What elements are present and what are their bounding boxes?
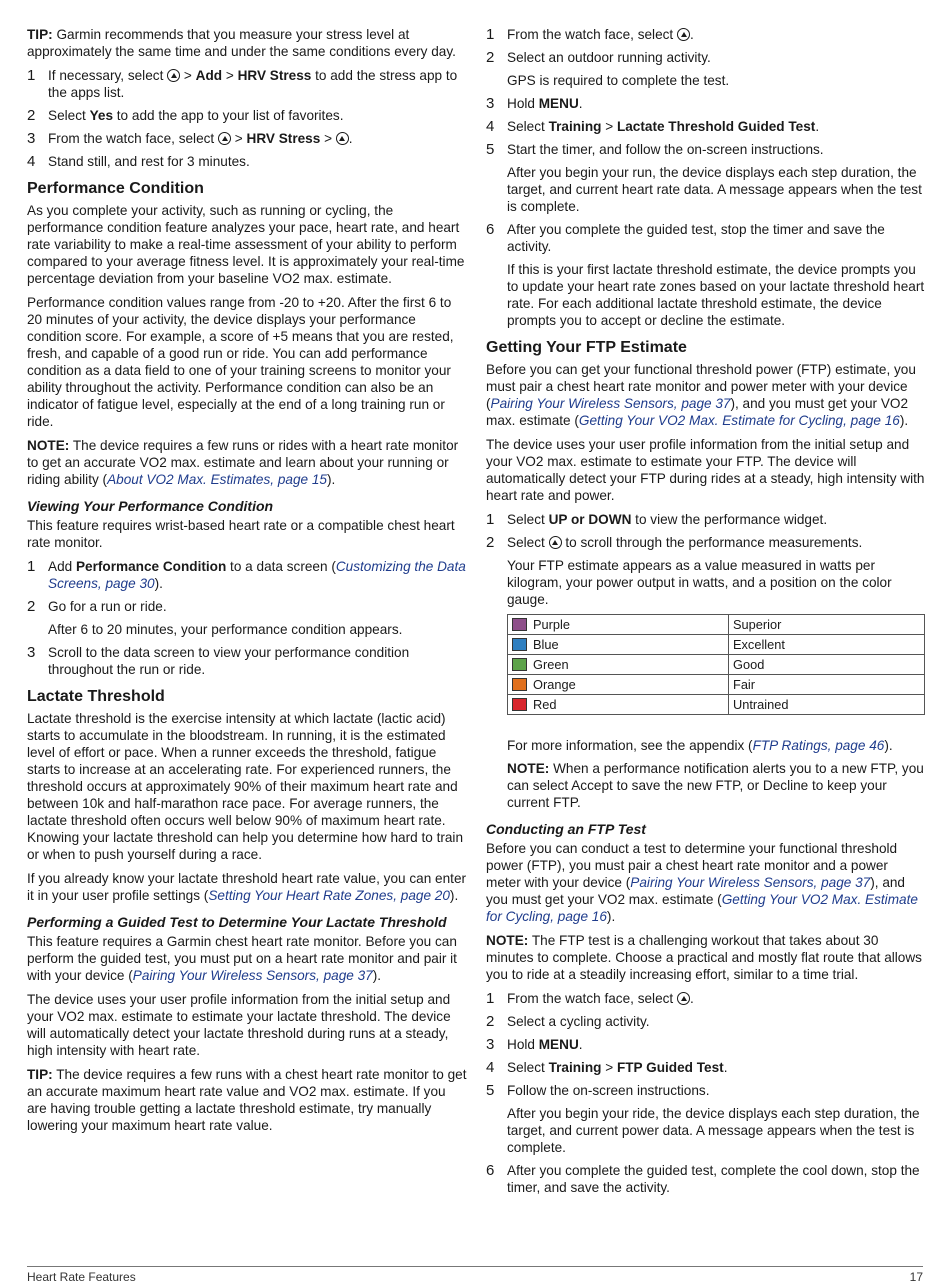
view-step-1: 1 Add Performance Condition to a data screen (Customizing the Data Screens, page 30).	[27, 558, 466, 591]
conduct-step-2: 2 Select a cycling activity.	[486, 1013, 650, 1030]
ftp-step-1: 1 Select UP or DOWN to view the performance widget.	[486, 511, 828, 528]
lt-step-2: 2 Select an outdoor running activity.	[486, 49, 711, 66]
lactate-threshold-heading: Lactate Threshold	[27, 688, 165, 705]
ftp-step-2-detail: Your FTP estimate appears as a value measured in watts per kilogram, your power output in watts, and a position on the color gauge.	[507, 558, 892, 607]
hrv-step-3: 3 From the watch face, select > HRV Stress > .	[27, 130, 353, 147]
performance-condition-heading: Performance Condition	[27, 180, 204, 197]
ftp-color-table	[507, 614, 925, 715]
action-button-icon	[218, 132, 231, 145]
link-pairing-sensors[interactable]: Pairing Your Wireless Sensors, page 37	[132, 968, 373, 983]
table-row: Green Good	[508, 655, 925, 675]
lt-step-6: 6 After you complete the guided test, stop the timer and save the activity.	[486, 221, 885, 254]
conduct-step-4: 4 Select Training > FTP Guided Test.	[486, 1059, 728, 1076]
lt-step-5: 5 Start the timer, and follow the on-screen instructions.	[486, 141, 824, 158]
link-about-vo2[interactable]: About VO2 Max. Estimates, page 15	[107, 472, 327, 487]
action-button-icon	[677, 992, 690, 1005]
lt-step-1: 1 From the watch face, select .	[486, 26, 694, 43]
conducting-ftp-heading: Conducting an FTP Test	[486, 821, 646, 837]
link-vo2-cycling[interactable]: Getting Your VO2 Max. Estimate for Cycling, page 16	[486, 892, 918, 924]
guided-paragraph-2: The device uses your user profile information from the initial setup and your VO2 max. estimate to estimate your lactate threshold. The device will automatically detect your lactate threshold during runs at a steady, high intensity with heart rate.	[27, 992, 451, 1058]
table-row: Blue Excellent	[508, 635, 925, 655]
ftp-note: NOTE: When a performance notification alerts you to a new FTP, you can select Accept to save the new FTP, or Decline to keep your current FTP.	[507, 761, 924, 810]
page-number: 17	[909, 1270, 923, 1284]
ftp-paragraph-2: The device uses your user profile information from the initial setup and your VO2 max. estimate to estimate your FTP. The device will automatically detect your FTP during rides at a steady, high intensity with heart rate and power.	[486, 437, 925, 503]
ftp-paragraph-1: Before you can get your functional threshold power (FTP) estimate, you must pair a chest heart rate monitor and power meter with your device (Pairing Your Wireless Sensors, page 37), and you must get your VO2 max. estimate (Getting Your VO2 Max. Estimate for Cycling, page 16).	[486, 362, 916, 428]
conduct-step-1: 1 From the watch face, select .	[486, 990, 694, 1007]
lactate-paragraph-1: Lactate threshold is the exercise intensity at which lactate (lactic acid) starts to accumulate in the bloodstream. In running, it is the estimated level of effort or pace. When a runner exceeds the threshold, fatigue starts to increase at an accelerating rate. For experienced runners, the threshold occurs at approximately 90% of their maximum heart rate and between 10k and half-marathon race pace. For average runners, the lactate threshold often occurs well below 90% of maximum heart rate. Knowing your lactate threshold can help you determine how hard to train or when to push yourself during a race.	[27, 711, 464, 862]
link-pairing-sensors[interactable]: Pairing Your Wireless Sensors, page 37	[630, 875, 871, 890]
guided-paragraph-1: This feature requires a Garmin chest heart rate monitor. Before you can perform the guided test, you must put on a heart rate monitor and pair it with your device (Pairing Your Wireless Sensors, page 37).	[27, 934, 457, 983]
link-customizing-data-screens[interactable]: Customizing the Data Screens, page 30	[48, 559, 466, 591]
viewing-performance-heading: Viewing Your Performance Condition	[27, 498, 274, 514]
conduct-step-6: 6 After you complete the guided test, complete the cool down, stop the timer, and save the activity.	[486, 1162, 920, 1195]
ftp-estimate-heading: Getting Your FTP Estimate	[486, 339, 687, 356]
lt-step-6-detail: If this is your first lactate threshold estimate, the device prompts you to update your heart rate zones based on your lactate threshold heart rate. For each additional lactate threshold estimate, the device prompts you to accept or decline the estimate.	[507, 262, 925, 328]
footer-divider	[27, 1266, 923, 1267]
guided-tip: TIP: The device requires a few runs with a chest heart rate monitor to get an accurate maximum heart rate value and VO2 max. estimate. If you are having trouble getting a lactate threshold estimate, try manually lowering your maximum heart rate value.	[27, 1067, 467, 1133]
more-info: For more information, see the appendix (FTP Ratings, page 46).	[507, 738, 893, 753]
viewing-paragraph: This feature requires wrist-based heart rate or a compatible chest heart rate monitor.	[27, 518, 455, 550]
ftp-step-2: 2 Select to scroll through the performance measurements.	[486, 534, 863, 551]
view-step-2-detail: After 6 to 20 minutes, your performance condition appears.	[48, 622, 403, 637]
link-heart-rate-zones[interactable]: Setting Your Heart Rate Zones, page 20	[208, 888, 450, 903]
conduct-step-5-detail: After you begin your ride, the device displays each step duration, the target, and current power data. A message appears when the test is complete.	[507, 1106, 920, 1155]
link-vo2-cycling[interactable]: Getting Your VO2 Max. Estimate for Cycling, page 16	[578, 413, 900, 428]
view-step-3: 3 Scroll to the data screen to view your performance condition throughout the run or ride.	[27, 644, 410, 677]
action-button-icon	[549, 536, 562, 549]
conduct-step-3: 3 Hold MENU.	[486, 1036, 583, 1053]
conduct-step-5: 5 Follow the on-screen instructions.	[486, 1082, 710, 1099]
table-row: Orange Fair	[508, 675, 925, 695]
table-row: Purple Superior	[508, 615, 925, 635]
link-pairing-sensors[interactable]: Pairing Your Wireless Sensors, page 37	[490, 396, 731, 411]
performance-paragraph-1: As you complete your activity, such as running or cycling, the performance condition feature analyzes your pace, heart rate, and heart rate variability to make a real-time assessment of your ability to perform compared to your average fitness level. It is approximately your real-time percentage deviation from your baseline VO2 max. estimate.	[27, 203, 465, 286]
hrv-step-2: 2 Select Yes to add the app to your list of favorites.	[27, 107, 344, 124]
action-button-icon	[167, 69, 180, 82]
lt-step-3: 3 Hold MENU.	[486, 95, 583, 112]
footer-section-title: Heart Rate Features	[27, 1270, 136, 1284]
action-button-icon	[677, 28, 690, 41]
hrv-step-1: 1 If necessary, select > Add > HRV Stress to add the stress app to the apps list.	[27, 67, 458, 100]
lt-step-4: 4 Select Training > Lactate Threshold Guided Test.	[486, 118, 820, 135]
tip-paragraph: TIP: Garmin recommends that you measure your stress level at approximately the same time and under the same conditions every day.	[27, 27, 456, 59]
link-ftp-ratings[interactable]: FTP Ratings, page 46	[752, 738, 885, 753]
conduct-note: NOTE: The FTP test is a challenging workout that takes about 30 minutes to complete. Choose a practical and mostly flat route that allows you to ride at a steadily increasing effort, similar to a time trial.	[486, 933, 922, 982]
conduct-paragraph-1: Before you can conduct a test to determine your functional threshold power (FTP), you must pair a chest heart rate monitor and a power meter with your device (Pairing Your Wireless Sensors, page 37), and you must get your VO2 max. estimate (Getting Your VO2 Max. Estimate for Cycling, page 16).	[486, 841, 918, 924]
performance-note: NOTE: The device requires a few runs or rides with a heart rate monitor to get an accurate VO2 max. estimate and learn about your running or riding ability (About VO2 Max. Estimates, page 15).	[27, 438, 459, 487]
color-swatch	[512, 698, 527, 711]
hrv-step-4: 4 Stand still, and rest for 3 minutes.	[27, 153, 250, 170]
lactate-paragraph-2: If you already know your lactate threshold heart rate value, you can enter it in your user profile settings (Setting Your Heart Rate Zones, page 20).	[27, 871, 467, 903]
color-swatch	[512, 658, 527, 671]
action-button-icon	[336, 132, 349, 145]
view-step-2: 2 Go for a run or ride.	[27, 598, 167, 615]
color-swatch	[512, 678, 527, 691]
color-swatch	[512, 638, 527, 651]
performance-paragraph-2: Performance condition values range from -20 to +20. After the first 6 to 20 minutes of your activity, the device displays your performance condition score. For example, a score of +5 means that you are rested, fresh, and capable of a good run or ride. You can add performance condition as a data field to one of your training screens to monitor your ability throughout the activity. Performance condition can also be an indicator of fatigue level, especially at the end of a long training run or ride.	[27, 295, 454, 429]
right-column	[486, 26, 926, 1202]
lt-step-5-detail: After you begin your run, the device displays each step duration, the target, and current heart rate data. A message appears when the test is complete.	[507, 165, 922, 214]
color-swatch	[512, 618, 527, 631]
table-row: Red Untrained	[508, 695, 925, 715]
lt-step-2-detail: GPS is required to complete the test.	[507, 73, 730, 88]
guided-test-heading: Performing a Guided Test to Determine Your Lactate Threshold	[27, 914, 447, 930]
left-column	[27, 26, 467, 1141]
